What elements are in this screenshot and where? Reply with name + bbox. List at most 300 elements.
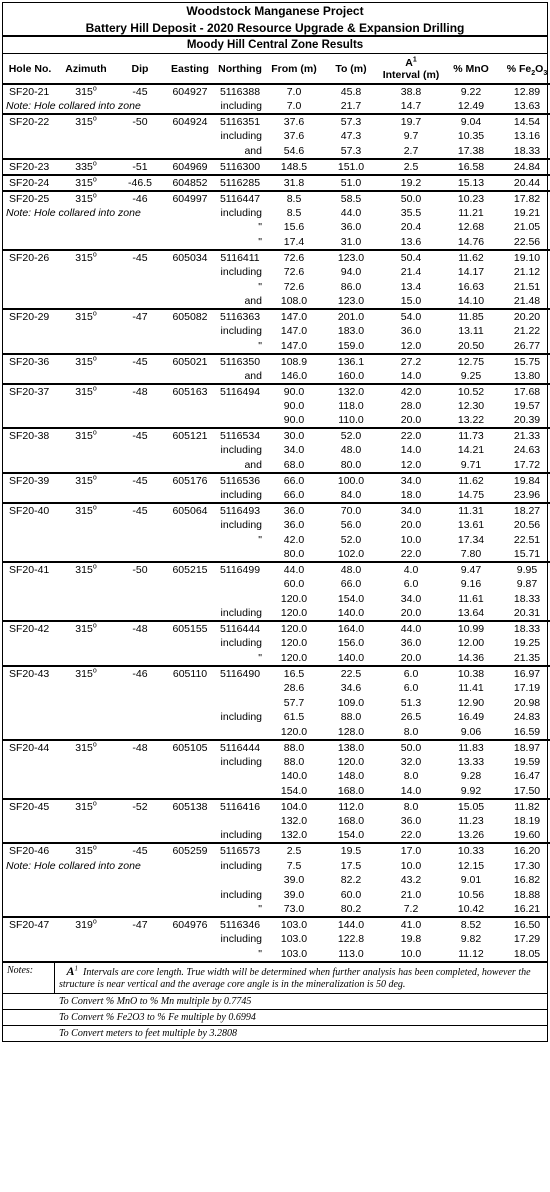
northing-or-label: 5116444 xyxy=(215,621,265,636)
azimuth-value: 315$^o$ xyxy=(57,309,115,324)
table-row xyxy=(3,428,550,443)
easting-value xyxy=(165,279,215,294)
hole-number xyxy=(3,725,57,740)
table-row xyxy=(3,114,550,129)
from-value: 39.0 xyxy=(283,874,305,887)
mno-value: 7.80 xyxy=(460,547,482,560)
fe2o3-value: 15.75 xyxy=(499,354,550,369)
hole-number xyxy=(3,488,57,503)
hole-number xyxy=(3,784,57,799)
dip-value xyxy=(115,606,165,621)
table-row xyxy=(3,755,550,770)
dip-value: -45 xyxy=(115,354,165,369)
northing-or-label: including xyxy=(220,519,262,532)
from-value: 88.0 xyxy=(265,740,323,755)
notes-section xyxy=(3,961,547,1041)
mno-value: 9.04 xyxy=(443,114,499,129)
dip-value xyxy=(115,488,165,503)
azimuth-value xyxy=(57,902,115,917)
mno-value: 12.00 xyxy=(457,637,485,650)
hole-number xyxy=(3,902,57,917)
easting-value: 604969 xyxy=(165,159,215,175)
azimuth-value xyxy=(57,547,115,562)
results-document xyxy=(2,2,548,1042)
table-row xyxy=(3,175,550,191)
fe2o3-value: 21.22 xyxy=(513,325,541,338)
dip-value xyxy=(115,547,165,562)
mno-value: 14.75 xyxy=(457,488,485,501)
table-row xyxy=(3,250,550,265)
easting-value xyxy=(165,932,215,947)
mno-value: 15.13 xyxy=(443,175,499,191)
hole-number: SF20-46 xyxy=(3,843,57,858)
dip-value xyxy=(115,399,165,414)
mno-value: 14.21 xyxy=(457,444,485,457)
hole-number: SF20-37 xyxy=(3,384,57,399)
from-value: 57.7 xyxy=(283,696,305,709)
from-value: 66.0 xyxy=(265,473,323,488)
project-title: Woodstock Manganese Project xyxy=(186,4,364,18)
table-row xyxy=(3,399,550,414)
fe2o3-value: 9.87 xyxy=(516,578,538,591)
dip-value: -45 xyxy=(115,84,165,99)
to-value: 100.0 xyxy=(323,473,379,488)
fe2o3-value: 20.31 xyxy=(513,607,541,620)
northing-or-label: including xyxy=(220,711,262,724)
to-value: 102.0 xyxy=(337,547,365,560)
azimuth-value xyxy=(57,518,115,533)
interval-footnote-text: Intervals are core length. True width will be determined when further analysis has been completed, however the structure is near vertical and the average core angle is in the mineralization is 50 deg. xyxy=(59,967,531,991)
from-value: 120.0 xyxy=(280,651,308,664)
easting-value: 604924 xyxy=(165,114,215,129)
dip-value: -46.5 xyxy=(115,175,165,191)
hole-number xyxy=(3,324,57,339)
from-value: 30.0 xyxy=(265,428,323,443)
fe2o3-value: 20.20 xyxy=(499,309,550,324)
easting-value xyxy=(165,488,215,503)
dip-value xyxy=(115,324,165,339)
from-value: 147.0 xyxy=(265,309,323,324)
from-value: 42.0 xyxy=(283,533,305,546)
to-value: 140.0 xyxy=(337,651,365,664)
from-value: 147.0 xyxy=(280,339,308,352)
from-value: 37.6 xyxy=(265,114,323,129)
interval-value: 12.0 xyxy=(400,458,422,471)
col-azimuth-header: Azimuth xyxy=(57,54,115,84)
hole-number xyxy=(3,769,57,784)
from-value: 16.5 xyxy=(265,666,323,681)
northing-or-label: and xyxy=(244,144,262,157)
from-value: 39.0 xyxy=(283,888,305,901)
dip-value xyxy=(115,339,165,354)
interval-value: 22.0 xyxy=(400,829,422,842)
azimuth-value: 315$^o$ xyxy=(57,428,115,443)
northing-or-label: including xyxy=(220,206,262,219)
azimuth-value: 315$^o$ xyxy=(57,621,115,636)
northing-or-label: including xyxy=(220,755,262,768)
northing-or-label: including xyxy=(220,488,262,501)
to-value: 80.2 xyxy=(340,903,362,916)
hole-number xyxy=(3,547,57,562)
interval-value: 8.0 xyxy=(403,770,419,783)
interval-value: 13.6 xyxy=(400,235,422,248)
easting-value xyxy=(165,755,215,770)
easting-value: 605064 xyxy=(165,503,215,518)
azimuth-value: 315$^o$ xyxy=(57,384,115,399)
interval-value: 20.0 xyxy=(400,519,422,532)
northing-or-label: and xyxy=(244,369,262,382)
fe2o3-value: 16.97 xyxy=(499,666,550,681)
fe2o3-value: 24.84 xyxy=(499,159,550,175)
easting-value xyxy=(165,710,215,725)
table-row xyxy=(3,503,550,518)
from-value: 148.5 xyxy=(265,159,323,175)
northing-or-label: " xyxy=(258,280,262,293)
table-row xyxy=(3,917,550,932)
interval-value: 6.0 xyxy=(403,682,419,695)
northing-or-label: " xyxy=(258,947,262,960)
table-row xyxy=(3,947,550,962)
to-value: 34.6 xyxy=(340,682,362,695)
fe2o3-value: 13.16 xyxy=(513,130,541,143)
dip-value: -50 xyxy=(115,562,165,577)
table-row xyxy=(3,740,550,755)
mno-value: 11.21 xyxy=(458,206,484,219)
mno-value: 9.71 xyxy=(460,458,482,471)
hole-number xyxy=(3,532,57,547)
hole-number xyxy=(3,814,57,829)
easting-value xyxy=(165,399,215,414)
from-value: 68.0 xyxy=(283,458,305,471)
from-value: 154.0 xyxy=(280,784,308,797)
interval-value: 38.8 xyxy=(379,84,443,99)
mno-value: 10.35 xyxy=(457,130,485,143)
hole-number xyxy=(3,873,57,888)
interval-value: 34.0 xyxy=(400,592,422,605)
interval-value: 41.0 xyxy=(379,917,443,932)
fe2o3-value: 18.05 xyxy=(513,947,541,960)
interval-value: 19.2 xyxy=(379,175,443,191)
to-value: 17.5 xyxy=(340,859,362,872)
interval-value: 34.0 xyxy=(379,503,443,518)
fe2o3-value: 21.48 xyxy=(513,294,541,307)
from-value: 90.0 xyxy=(265,384,323,399)
from-value: 104.0 xyxy=(265,799,323,814)
easting-value: 604997 xyxy=(165,191,215,206)
dip-value xyxy=(115,651,165,666)
to-value: 48.0 xyxy=(340,444,362,457)
to-value: 109.0 xyxy=(337,696,365,709)
table-row xyxy=(3,458,550,473)
interval-value: 36.0 xyxy=(400,325,422,338)
fe2o3-value: 22.51 xyxy=(513,533,541,546)
table-row xyxy=(3,828,550,843)
fe2o3-value: 17.29 xyxy=(513,933,541,946)
azimuth-value xyxy=(57,129,115,144)
dip-value xyxy=(115,784,165,799)
interval-value: 32.0 xyxy=(400,755,422,768)
mno-value: 11.23 xyxy=(458,814,484,827)
table-row xyxy=(3,814,550,829)
mno-value: 17.34 xyxy=(457,533,485,546)
from-value: 103.0 xyxy=(280,933,308,946)
dip-value xyxy=(115,814,165,829)
fe2o3-value: 17.50 xyxy=(513,784,541,797)
col-dip-header: Dip xyxy=(115,54,165,84)
meters-conversion-note: To Convert meters to feet multiple by 3.2808 xyxy=(3,1025,547,1041)
from-value: 90.0 xyxy=(283,414,305,427)
northing-or-label: including xyxy=(220,100,262,112)
fe2o3-value: 9.95 xyxy=(499,562,550,577)
azimuth-value xyxy=(57,369,115,384)
from-value: 120.0 xyxy=(280,637,308,650)
interval-value: 22.0 xyxy=(379,428,443,443)
to-value: 168.0 xyxy=(337,784,365,797)
col-hole-header: Hole No. xyxy=(3,54,57,84)
hole-number xyxy=(3,339,57,354)
easting-value xyxy=(165,518,215,533)
to-value: 164.0 xyxy=(323,621,379,636)
to-value: 47.3 xyxy=(340,130,362,143)
hole-number: SF20-38 xyxy=(3,428,57,443)
to-value: 154.0 xyxy=(337,592,365,605)
northing-or-label: 5116534 xyxy=(215,428,265,443)
dip-value xyxy=(115,681,165,696)
interval-value: 14.0 xyxy=(400,784,422,797)
to-value: 52.0 xyxy=(323,428,379,443)
interval-value: 20.0 xyxy=(400,651,422,664)
northing-or-label: including xyxy=(220,130,262,143)
hole-number xyxy=(3,235,57,250)
easting-value: 605121 xyxy=(165,428,215,443)
mno-value: 11.83 xyxy=(443,740,499,755)
easting-value xyxy=(165,339,215,354)
mno-value: 12.15 xyxy=(457,859,485,872)
interval-value: 20.4 xyxy=(400,221,422,234)
azimuth-value xyxy=(57,814,115,829)
table-row xyxy=(3,902,550,917)
northing-or-label: 5116411 xyxy=(215,250,265,265)
dip-value xyxy=(115,279,165,294)
interval-value: 36.0 xyxy=(400,814,422,827)
fe2o3-value: 18.33 xyxy=(499,621,550,636)
azimuth-value xyxy=(57,220,115,235)
hole-number: SF20-36 xyxy=(3,354,57,369)
to-value: 122.8 xyxy=(337,933,365,946)
table-row xyxy=(3,324,550,339)
mno-conversion-note: To Convert % MnO to % Mn multiple by 0.7745 xyxy=(3,993,547,1009)
col-northing-header: Northing xyxy=(215,54,265,84)
hole-number: SF20-45 xyxy=(3,799,57,814)
mno-value: 11.73 xyxy=(443,428,499,443)
fe2o3-value: 17.19 xyxy=(513,682,541,695)
from-value: 28.6 xyxy=(283,682,305,695)
from-value: 80.0 xyxy=(283,547,305,560)
from-value: 120.0 xyxy=(280,725,308,738)
easting-value xyxy=(165,443,215,458)
northing-or-label: 5116490 xyxy=(215,666,265,681)
table-row xyxy=(3,488,550,503)
hole-number xyxy=(3,887,57,902)
interval-value: 21.4 xyxy=(400,266,422,279)
table-row xyxy=(3,799,550,814)
easting-value xyxy=(165,532,215,547)
interval-value: 21.0 xyxy=(400,888,422,901)
easting-value xyxy=(165,413,215,428)
interval-value: 42.0 xyxy=(379,384,443,399)
dip-value: -48 xyxy=(115,740,165,755)
table-row xyxy=(3,666,550,681)
fe2o3-value: 26.77 xyxy=(513,339,541,352)
table-row xyxy=(3,339,550,354)
azimuth-value xyxy=(57,279,115,294)
interval-value: 19.8 xyxy=(400,933,422,946)
easting-value xyxy=(165,265,215,280)
from-value: 17.4 xyxy=(283,235,305,248)
hole-number xyxy=(3,413,57,428)
mno-value: 9.16 xyxy=(460,578,482,591)
interval-value: 18.0 xyxy=(400,488,422,501)
from-value: 7.0 xyxy=(286,100,302,112)
table-row xyxy=(3,681,550,696)
easting-value xyxy=(165,144,215,159)
easting-value xyxy=(165,681,215,696)
table-row xyxy=(3,99,550,114)
dip-value xyxy=(115,725,165,740)
azimuth-value xyxy=(57,577,115,592)
easting-value xyxy=(165,784,215,799)
from-value: 146.0 xyxy=(280,369,308,382)
interval-value: 34.0 xyxy=(379,473,443,488)
fe2o3-value: 19.21 xyxy=(513,206,541,219)
table-row xyxy=(3,309,550,324)
mno-value: 8.52 xyxy=(443,917,499,932)
dip-value xyxy=(115,413,165,428)
northing-or-label: including xyxy=(220,266,262,279)
fe2o3-value: 16.20 xyxy=(499,843,550,858)
azimuth-value: 315$^o$ xyxy=(57,666,115,681)
dip-value xyxy=(115,695,165,710)
to-value: 138.0 xyxy=(323,740,379,755)
from-value: 120.0 xyxy=(280,607,308,620)
northing-or-label: including xyxy=(220,325,262,338)
interval-value: 6.0 xyxy=(379,666,443,681)
to-value: 48.0 xyxy=(323,562,379,577)
easting-value xyxy=(165,129,215,144)
from-value: 44.0 xyxy=(265,562,323,577)
table-row xyxy=(3,235,550,250)
hole-number: SF20-22 xyxy=(3,114,57,129)
azimuth-value xyxy=(57,932,115,947)
northing-or-label: and xyxy=(244,294,262,307)
azimuth-value xyxy=(57,606,115,621)
azimuth-value xyxy=(57,828,115,843)
table-row xyxy=(3,279,550,294)
interval-value: 28.0 xyxy=(400,399,422,412)
mno-value: 13.61 xyxy=(457,519,485,532)
from-value: 140.0 xyxy=(280,770,308,783)
easting-value xyxy=(165,725,215,740)
fe2o3-value: 18.88 xyxy=(513,888,541,901)
dip-value: -51 xyxy=(115,159,165,175)
hole-number: SF20-29 xyxy=(3,309,57,324)
mno-value: 16.58 xyxy=(443,159,499,175)
dip-value xyxy=(115,828,165,843)
fe2o3-value: 16.50 xyxy=(499,917,550,932)
interval-value: 50.0 xyxy=(379,191,443,206)
header-row xyxy=(3,54,550,84)
table-row xyxy=(3,769,550,784)
dip-value: -46 xyxy=(115,191,165,206)
mno-value: 10.38 xyxy=(443,666,499,681)
fe2o3-value: 11.82 xyxy=(499,799,550,814)
interval-value: 54.0 xyxy=(379,309,443,324)
interval-value: 43.2 xyxy=(400,874,422,887)
azimuth-value xyxy=(57,651,115,666)
northing-or-label xyxy=(215,547,265,562)
dip-value xyxy=(115,220,165,235)
northing-or-label: including xyxy=(220,888,262,901)
fe2o3-value: 13.80 xyxy=(513,369,541,382)
dip-value: -45 xyxy=(115,473,165,488)
dip-value xyxy=(115,902,165,917)
azimuth-value: 315$^o$ xyxy=(57,114,115,129)
fe2o3-value: 16.21 xyxy=(513,903,541,916)
easting-value: 605163 xyxy=(165,384,215,399)
easting-value: 605082 xyxy=(165,309,215,324)
easting-value: 605034 xyxy=(165,250,215,265)
table-row xyxy=(3,562,550,577)
interval-value: 2.5 xyxy=(379,159,443,175)
northing-or-label: 5116285 xyxy=(215,175,265,191)
azimuth-value xyxy=(57,710,115,725)
easting-value xyxy=(165,887,215,902)
interval-value: 50.0 xyxy=(379,740,443,755)
northing-or-label: 5116536 xyxy=(215,473,265,488)
mno-value: 11.62 xyxy=(443,473,499,488)
azimuth-value xyxy=(57,784,115,799)
easting-value xyxy=(165,606,215,621)
mno-value: 13.33 xyxy=(457,755,485,768)
easting-value xyxy=(165,592,215,607)
azimuth-value: 315$^o$ xyxy=(57,84,115,99)
interval-header-label: Interval (m) xyxy=(382,68,440,81)
to-value: 70.0 xyxy=(323,503,379,518)
mno-value: 9.28 xyxy=(460,770,482,783)
table-row xyxy=(3,695,550,710)
table-row xyxy=(3,443,550,458)
table-row xyxy=(3,592,550,607)
deposit-title: Battery Hill Deposit - 2020 Resource Upgrade & Expansion Drilling xyxy=(3,20,547,37)
fe2o3-value: 22.56 xyxy=(513,235,541,248)
table-row xyxy=(3,473,550,488)
hole-number xyxy=(3,695,57,710)
from-value: 73.0 xyxy=(283,903,305,916)
mno-value: 12.68 xyxy=(457,221,485,234)
fe2o3-value: 24.83 xyxy=(513,711,541,724)
easting-value xyxy=(165,235,215,250)
northing-or-label xyxy=(215,399,265,414)
mno-value: 10.23 xyxy=(443,191,499,206)
northing-or-label: 5116300 xyxy=(215,159,265,175)
azimuth-value xyxy=(57,592,115,607)
dip-value xyxy=(115,369,165,384)
dip-value xyxy=(115,887,165,902)
from-value: 108.0 xyxy=(280,294,308,307)
dip-value xyxy=(115,755,165,770)
interval-value: 13.4 xyxy=(400,280,422,293)
mno-value: 17.38 xyxy=(457,144,485,157)
